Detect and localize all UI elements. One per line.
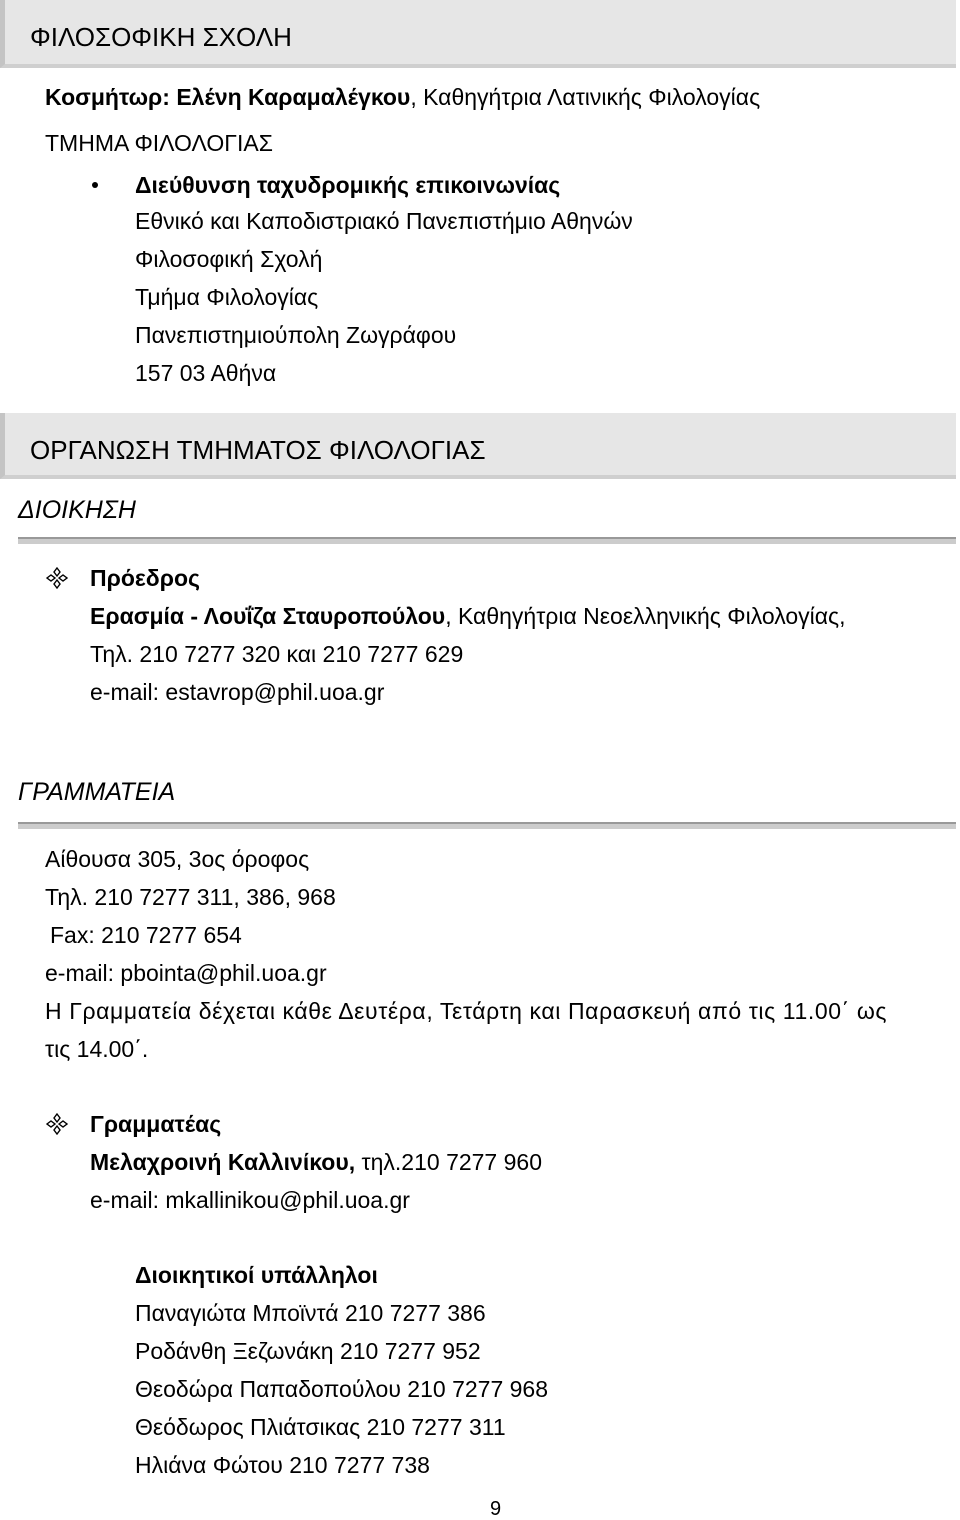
- president-label: Πρόεδρος: [90, 565, 200, 591]
- postal-line: Πανεπιστημιούπολη Ζωγράφου: [135, 322, 457, 348]
- secretariat-hours: Η Γραμματεία δέχεται κάθε Δευτέρα, Τετάρτη και Παρασκευή από τις 11.00΄ ως: [45, 998, 888, 1024]
- secretary-line: [90, 1151, 542, 1174]
- staff-member: Παναγιώτα Μποϊντά 210 7277 386: [135, 1300, 486, 1326]
- staff-member: Θεόδωρος Πλιάτσικας 210 7277 311: [135, 1414, 506, 1440]
- page-number: 9: [490, 1498, 502, 1520]
- staff-member: Ηλιάνα Φώτου 210 7277 738: [135, 1452, 430, 1478]
- secretariat-heading: ΓΡΑΜΜΑΤΕΙΑ: [18, 778, 176, 806]
- section-divider: [18, 822, 956, 829]
- postal-line: 157 03 Αθήνα: [135, 360, 277, 386]
- president-name: Ερασμία - Λουΐζα Σταυροπούλου: [90, 603, 446, 629]
- staff-member: Ροδάνθη Ξεζωνάκη 210 7277 952: [135, 1338, 481, 1364]
- postal-line: Τμήμα Φιλολογίας: [135, 284, 319, 310]
- secretary-email: e-mail: mkallinikou@phil.uoa.gr: [90, 1187, 410, 1213]
- president-line: [90, 605, 846, 628]
- secretariat-hours-continued: τις 14.00΄.: [45, 1036, 149, 1062]
- secretariat-phone: Τηλ. 210 7277 311, 386, 968: [45, 884, 336, 910]
- faculty-heading: ΦΙΛΟΣΟΦΙΚΗ ΣΧΟΛΗ: [30, 22, 292, 52]
- dean-title: , Καθηγήτρια Λατινικής Φιλολογίας: [410, 84, 761, 110]
- staff-member: Θεοδώρα Παπαδοπούλου 210 7277 968: [135, 1376, 549, 1402]
- dean-line: [45, 86, 760, 109]
- staff-heading: Διοικητικοί υπάλληλοι: [135, 1262, 378, 1288]
- secretariat-email: e-mail: pbointa@phil.uoa.gr: [45, 960, 327, 986]
- section-divider: [18, 537, 956, 544]
- organization-heading: ΟΡΓΑΝΩΣΗ ΤΜΗΜΑΤΟΣ ΦΙΛΟΛΟΓΙΑΣ: [30, 435, 486, 465]
- president-phone: Τηλ. 210 7277 320 και 210 7277 629: [90, 641, 464, 667]
- secretary-name: Μελαχροινή Καλλινίκου,: [90, 1149, 356, 1175]
- postal-line: Φιλοσοφική Σχολή: [135, 246, 323, 272]
- postal-heading: Διεύθυνση ταχυδρομικής επικοινωνίας: [135, 172, 561, 198]
- secretariat-room: Αίθουσα 305, 3ος όροφος: [45, 846, 310, 872]
- president-title: , Καθηγήτρια Νεοελληνικής Φιλολογίας,: [445, 603, 846, 629]
- secretary-label: Γραμματέας: [90, 1111, 222, 1137]
- secretary-phone: τηλ.210 7277 960: [355, 1149, 542, 1175]
- dean-label: Κοσμήτωρ: Ελένη Καραμαλέγκου: [45, 84, 411, 110]
- four-diamond-bullet-icon: [46, 1113, 68, 1135]
- four-diamond-bullet-icon: [46, 567, 68, 589]
- department-title: ΤΜΗΜΑ ΦΙΛΟΛΟΓΙΑΣ: [45, 130, 273, 156]
- postal-line: Εθνικό και Καποδιστριακό Πανεπιστήμιο Αθηνών: [135, 208, 633, 234]
- president-email: e-mail: estavrop@phil.uoa.gr: [90, 679, 385, 705]
- secretariat-fax: Fax: 210 7277 654: [50, 922, 242, 948]
- administration-heading: ΔΙΟΙΚΗΣΗ: [18, 496, 136, 524]
- bullet-dot-icon: [92, 182, 98, 188]
